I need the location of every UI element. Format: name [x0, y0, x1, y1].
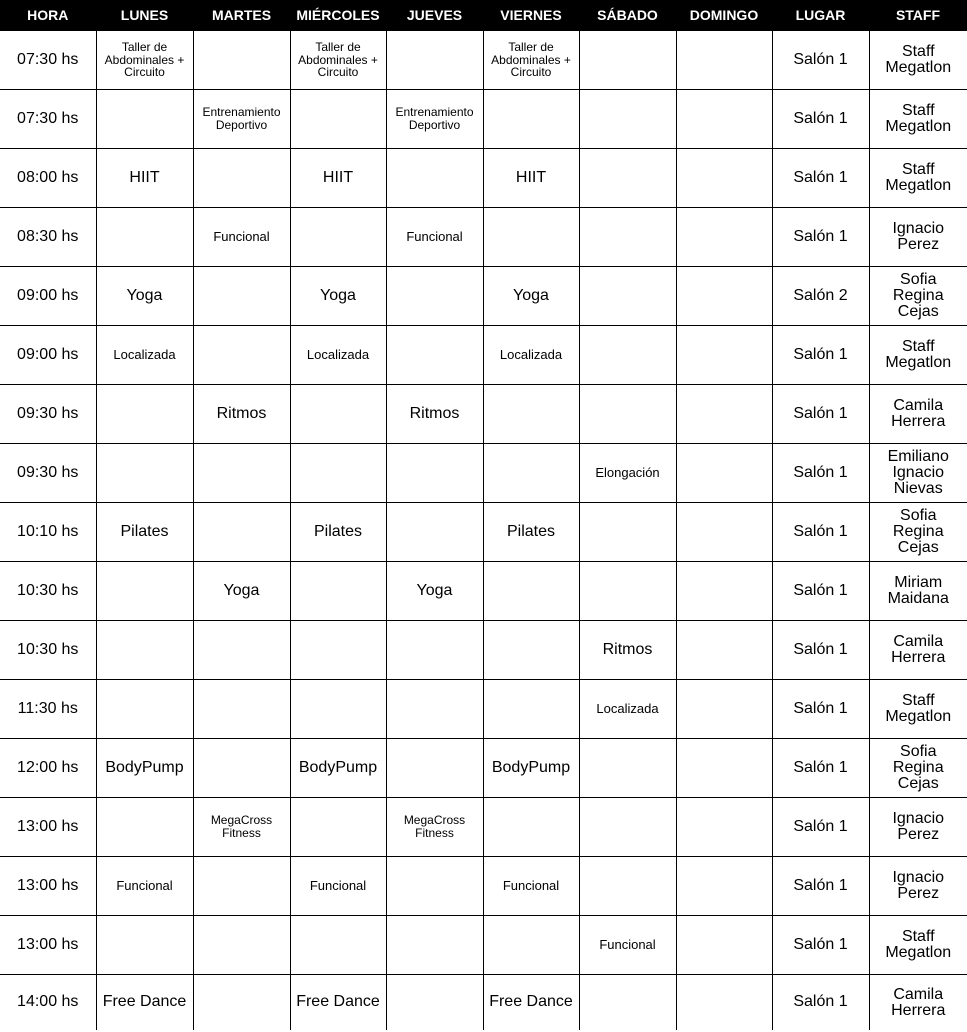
staff-name-line: Sofia — [900, 271, 937, 288]
class-cell-domingo — [676, 90, 772, 149]
staff-name-line: Cejas — [897, 539, 939, 556]
class-cell-jueves — [386, 562, 483, 621]
class-cell-martes — [193, 916, 290, 975]
class-cell-domingo — [676, 798, 772, 857]
table-row — [0, 562, 967, 621]
staff-name-line: Megatlon — [885, 354, 952, 371]
class-name: Ritmos — [602, 640, 653, 658]
time-cell: 11:30 hs — [0, 680, 96, 739]
class-cell-viernes — [483, 975, 579, 1031]
class-name: Circuito — [124, 65, 165, 80]
class-cell-martes — [193, 739, 290, 798]
class-name: BodyPump — [298, 758, 378, 776]
class-name: Funcional — [406, 228, 463, 244]
staff-name-line: Megatlon — [885, 944, 952, 961]
staff-name-line: Ignacio — [892, 464, 945, 481]
header-miercoles: MIÉRCOLES — [290, 0, 386, 31]
header-sabado: SÁBADO — [579, 0, 676, 31]
class-name: HIIT — [129, 168, 160, 186]
staff-name-line: Herrera — [891, 649, 946, 666]
class-name: Fitness — [415, 826, 454, 840]
table-row — [0, 385, 967, 444]
header-martes: MARTES — [193, 0, 290, 31]
staff-name-line: Staff — [901, 692, 935, 709]
class-cell-lunes — [96, 444, 193, 503]
class-name: Funcional — [116, 877, 173, 893]
header-domingo: DOMINGO — [676, 0, 772, 31]
location-cell: Salón 1 — [772, 621, 869, 680]
staff-cell — [869, 739, 967, 798]
class-cell-jueves — [386, 208, 483, 267]
class-cell-sabado — [579, 503, 676, 562]
staff-name-line: Miriam — [894, 574, 943, 591]
class-cell-miercoles — [290, 267, 386, 326]
class-cell-viernes — [483, 326, 579, 385]
class-cell-sabado — [579, 916, 676, 975]
staff-name-line: Cejas — [897, 775, 939, 792]
staff-name-line: Sofia — [900, 743, 937, 760]
table-row — [0, 621, 967, 680]
class-cell-miercoles — [290, 562, 386, 621]
class-cell-miercoles — [290, 31, 386, 90]
staff-cell — [869, 267, 967, 326]
header-jueves: JUEVES — [386, 0, 483, 31]
staff-cell — [869, 798, 967, 857]
class-cell-martes — [193, 208, 290, 267]
staff-name-line: Regina — [892, 287, 944, 304]
class-cell-viernes — [483, 739, 579, 798]
class-name: Circuito — [317, 65, 359, 80]
class-cell-lunes — [96, 326, 193, 385]
location-cell: Salón 1 — [772, 680, 869, 739]
time-cell: 07:30 hs — [0, 31, 96, 90]
class-cell-jueves — [386, 857, 483, 916]
class-cell-domingo — [676, 621, 772, 680]
class-cell-jueves — [386, 680, 483, 739]
class-cell-jueves — [386, 621, 483, 680]
class-cell-martes — [193, 798, 290, 857]
staff-cell — [869, 149, 967, 208]
class-cell-lunes — [96, 385, 193, 444]
class-cell-domingo — [676, 975, 772, 1031]
class-name: Yoga — [126, 286, 163, 304]
class-name: BodyPump — [105, 758, 184, 776]
class-cell-martes — [193, 326, 290, 385]
class-cell-domingo — [676, 208, 772, 267]
table-row — [0, 503, 967, 562]
class-cell-lunes — [96, 680, 193, 739]
staff-cell — [869, 385, 967, 444]
class-cell-miercoles — [290, 208, 386, 267]
class-cell-miercoles — [290, 798, 386, 857]
time-cell: 13:00 hs — [0, 857, 96, 916]
location-cell: Salón 1 — [772, 503, 869, 562]
table-row — [0, 90, 967, 149]
class-cell-martes — [193, 857, 290, 916]
staff-cell — [869, 503, 967, 562]
class-cell-sabado — [579, 149, 676, 208]
class-name: Free Dance — [102, 993, 187, 1011]
time-cell: 13:00 hs — [0, 916, 96, 975]
class-cell-lunes — [96, 562, 193, 621]
class-name: Taller de — [508, 40, 554, 55]
time-cell: 10:30 hs — [0, 621, 96, 680]
table-row — [0, 31, 967, 90]
class-name: Fitness — [222, 826, 261, 840]
staff-name-line: Staff — [901, 43, 935, 60]
class-cell-domingo — [676, 149, 772, 208]
class-name: Localizada — [306, 346, 370, 362]
class-cell-domingo — [676, 916, 772, 975]
location-cell: Salón 1 — [772, 444, 869, 503]
class-cell-jueves — [386, 326, 483, 385]
class-cell-domingo — [676, 503, 772, 562]
location-cell: Salón 1 — [772, 90, 869, 149]
class-cell-sabado — [579, 326, 676, 385]
class-name: Free Dance — [296, 993, 380, 1011]
class-cell-lunes — [96, 503, 193, 562]
class-cell-martes — [193, 562, 290, 621]
table-row — [0, 857, 967, 916]
class-cell-miercoles — [290, 621, 386, 680]
class-cell-jueves — [386, 975, 483, 1031]
staff-name-line: Regina — [892, 759, 944, 776]
staff-name-line: Camila — [893, 633, 944, 650]
staff-name-line: Cejas — [897, 303, 939, 320]
staff-cell — [869, 680, 967, 739]
class-cell-jueves — [386, 149, 483, 208]
staff-name-line: Emiliano — [887, 448, 949, 465]
class-cell-sabado — [579, 444, 676, 503]
staff-cell — [869, 916, 967, 975]
header-lunes: LUNES — [96, 0, 193, 31]
location-cell: Salón 1 — [772, 916, 869, 975]
staff-name-line: Megatlon — [885, 708, 952, 725]
class-name: Localizada — [499, 346, 563, 362]
class-name: Localizada — [596, 700, 659, 716]
table-row — [0, 326, 967, 385]
class-cell-viernes — [483, 857, 579, 916]
staff-cell — [869, 621, 967, 680]
class-cell-viernes — [483, 267, 579, 326]
class-cell-domingo — [676, 31, 772, 90]
staff-name-line: Staff — [901, 928, 935, 945]
class-cell-lunes — [96, 975, 193, 1031]
table-row — [0, 267, 967, 326]
location-cell: Salón 1 — [772, 326, 869, 385]
class-cell-sabado — [579, 621, 676, 680]
class-name: Ritmos — [216, 404, 267, 422]
header-viernes: VIERNES — [483, 0, 579, 31]
time-cell: 13:00 hs — [0, 798, 96, 857]
class-cell-sabado — [579, 562, 676, 621]
class-cell-jueves — [386, 385, 483, 444]
class-cell-martes — [193, 444, 290, 503]
class-name: MegaCross — [210, 813, 273, 828]
staff-name-line: Perez — [897, 826, 940, 843]
class-cell-sabado — [579, 267, 676, 326]
staff-name-line: Herrera — [891, 1001, 946, 1019]
class-name: Funcional — [309, 877, 367, 893]
table-row — [0, 798, 967, 857]
class-name: Abdominales + — [298, 52, 378, 67]
staff-name-line: Perez — [897, 236, 940, 253]
class-name: Taller de — [315, 40, 361, 55]
class-cell-martes — [193, 267, 290, 326]
header-hora: HORA — [0, 0, 96, 31]
staff-name-line: Perez — [897, 885, 940, 902]
time-cell: 07:30 hs — [0, 90, 96, 149]
staff-name-line: Herrera — [891, 413, 946, 430]
class-cell-jueves — [386, 31, 483, 90]
staff-name-line: Maidana — [887, 590, 949, 607]
staff-cell — [869, 31, 967, 90]
staff-name-line: Megatlon — [885, 59, 952, 76]
staff-cell — [869, 857, 967, 916]
class-cell-lunes — [96, 916, 193, 975]
class-cell-miercoles — [290, 916, 386, 975]
table-row — [0, 739, 967, 798]
staff-cell — [869, 90, 967, 149]
class-cell-martes — [193, 975, 290, 1031]
schedule-body — [0, 31, 967, 1031]
time-cell: 09:00 hs — [0, 326, 96, 385]
class-name: Pilates — [120, 522, 169, 540]
class-name: Funcional — [502, 877, 560, 893]
class-cell-sabado — [579, 857, 676, 916]
class-cell-viernes — [483, 503, 579, 562]
class-cell-domingo — [676, 444, 772, 503]
time-cell: 08:00 hs — [0, 149, 96, 208]
class-cell-viernes — [483, 149, 579, 208]
staff-name-line: Sofia — [900, 507, 937, 524]
table-row — [0, 149, 967, 208]
class-cell-sabado — [579, 31, 676, 90]
class-cell-domingo — [676, 267, 772, 326]
class-cell-viernes — [483, 680, 579, 739]
staff-cell — [869, 326, 967, 385]
staff-name-line: Camila — [893, 397, 944, 414]
class-name: Free Dance — [489, 993, 573, 1011]
staff-name-line: Regina — [892, 523, 944, 540]
staff-name-line: Nievas — [893, 480, 943, 497]
class-name: HIIT — [322, 168, 354, 186]
time-cell: 09:30 hs — [0, 385, 96, 444]
class-cell-lunes — [96, 739, 193, 798]
class-cell-miercoles — [290, 503, 386, 562]
class-cell-sabado — [579, 739, 676, 798]
class-cell-martes — [193, 149, 290, 208]
staff-name-line: Ignacio — [892, 869, 945, 886]
staff-name-line: Megatlon — [885, 118, 952, 135]
class-name: Pilates — [313, 522, 363, 540]
class-cell-jueves — [386, 739, 483, 798]
class-cell-viernes — [483, 90, 579, 149]
class-cell-viernes — [483, 385, 579, 444]
class-name: Deportivo — [215, 118, 268, 132]
class-name: Yoga — [416, 581, 453, 599]
location-cell: Salón 2 — [772, 267, 869, 326]
class-cell-miercoles — [290, 857, 386, 916]
class-cell-jueves — [386, 444, 483, 503]
class-cell-sabado — [579, 90, 676, 149]
class-cell-lunes — [96, 31, 193, 90]
class-name: Pilates — [506, 522, 556, 540]
class-cell-lunes — [96, 857, 193, 916]
class-name: Deportivo — [408, 118, 461, 132]
location-cell: Salón 1 — [772, 385, 869, 444]
class-cell-jueves — [386, 503, 483, 562]
time-cell: 08:30 hs — [0, 208, 96, 267]
staff-name-line: Megatlon — [885, 177, 952, 194]
time-cell: 09:30 hs — [0, 444, 96, 503]
class-cell-lunes — [96, 208, 193, 267]
class-cell-domingo — [676, 680, 772, 739]
header-lugar: LUGAR — [772, 0, 869, 31]
class-name: Yoga — [223, 581, 260, 599]
staff-name-line: Staff — [901, 102, 935, 119]
class-cell-lunes — [96, 267, 193, 326]
class-name: BodyPump — [491, 758, 571, 776]
time-cell: 09:00 hs — [0, 267, 96, 326]
class-cell-domingo — [676, 326, 772, 385]
class-name: Localizada — [113, 346, 176, 362]
time-cell: 12:00 hs — [0, 739, 96, 798]
class-cell-jueves — [386, 90, 483, 149]
class-cell-sabado — [579, 385, 676, 444]
class-name: Entrenamiento — [395, 105, 474, 120]
location-cell: Salón 1 — [772, 739, 869, 798]
class-cell-viernes — [483, 208, 579, 267]
class-name: Taller de — [121, 40, 168, 55]
time-cell: 10:10 hs — [0, 503, 96, 562]
staff-cell — [869, 975, 967, 1031]
staff-cell — [869, 444, 967, 503]
table-row — [0, 444, 967, 503]
class-cell-sabado — [579, 798, 676, 857]
class-cell-domingo — [676, 562, 772, 621]
staff-cell — [869, 208, 967, 267]
class-cell-miercoles — [290, 975, 386, 1031]
location-cell: Salón 1 — [772, 208, 869, 267]
staff-name-line: Camila — [893, 985, 944, 1003]
class-cell-domingo — [676, 385, 772, 444]
class-name: Circuito — [510, 65, 552, 80]
class-cell-martes — [193, 385, 290, 444]
class-cell-viernes — [483, 31, 579, 90]
class-cell-miercoles — [290, 444, 386, 503]
class-cell-lunes — [96, 798, 193, 857]
time-cell: 10:30 hs — [0, 562, 96, 621]
class-cell-miercoles — [290, 149, 386, 208]
header-staff: STAFF — [869, 0, 967, 31]
class-cell-viernes — [483, 444, 579, 503]
class-cell-miercoles — [290, 90, 386, 149]
location-cell: Salón 1 — [772, 857, 869, 916]
class-cell-martes — [193, 680, 290, 739]
class-name: Abdominales + — [491, 52, 571, 67]
header-row — [0, 0, 967, 31]
location-cell: Salón 1 — [772, 31, 869, 90]
class-name: Yoga — [513, 286, 549, 304]
class-name: Abdominales + — [104, 52, 185, 67]
staff-cell — [869, 562, 967, 621]
table-row — [0, 680, 967, 739]
class-name: MegaCross — [403, 813, 466, 828]
class-cell-martes — [193, 621, 290, 680]
location-cell: Salón 1 — [772, 798, 869, 857]
class-cell-lunes — [96, 90, 193, 149]
table-row — [0, 975, 967, 1031]
class-cell-jueves — [386, 916, 483, 975]
class-cell-viernes — [483, 621, 579, 680]
class-cell-miercoles — [290, 385, 386, 444]
table-row — [0, 208, 967, 267]
class-name: Entrenamiento — [202, 105, 281, 120]
class-cell-lunes — [96, 621, 193, 680]
class-cell-viernes — [483, 916, 579, 975]
staff-name-line: Staff — [901, 338, 935, 355]
class-name: Ritmos — [409, 404, 460, 422]
table-row — [0, 916, 967, 975]
class-cell-domingo — [676, 857, 772, 916]
class-name: Funcional — [599, 936, 656, 952]
staff-name-line: Ignacio — [892, 220, 945, 237]
class-name: Elongación — [595, 464, 660, 480]
class-cell-miercoles — [290, 326, 386, 385]
time-cell: 14:00 hs — [0, 975, 96, 1031]
class-cell-jueves — [386, 267, 483, 326]
class-cell-jueves — [386, 798, 483, 857]
class-cell-viernes — [483, 798, 579, 857]
class-cell-miercoles — [290, 739, 386, 798]
staff-name-line: Staff — [901, 161, 935, 178]
location-cell: Salón 1 — [772, 562, 869, 621]
class-cell-sabado — [579, 975, 676, 1031]
class-cell-lunes — [96, 149, 193, 208]
class-cell-miercoles — [290, 680, 386, 739]
class-cell-martes — [193, 503, 290, 562]
class-cell-sabado — [579, 680, 676, 739]
class-cell-domingo — [676, 739, 772, 798]
class-cell-viernes — [483, 562, 579, 621]
location-cell: Salón 1 — [772, 975, 869, 1031]
class-cell-sabado — [579, 208, 676, 267]
staff-name-line: Ignacio — [892, 810, 945, 827]
location-cell: Salón 1 — [772, 149, 869, 208]
class-cell-martes — [193, 31, 290, 90]
class-name: Yoga — [320, 286, 356, 304]
class-name: HIIT — [515, 168, 547, 186]
class-name: Funcional — [213, 228, 270, 244]
class-cell-martes — [193, 90, 290, 149]
